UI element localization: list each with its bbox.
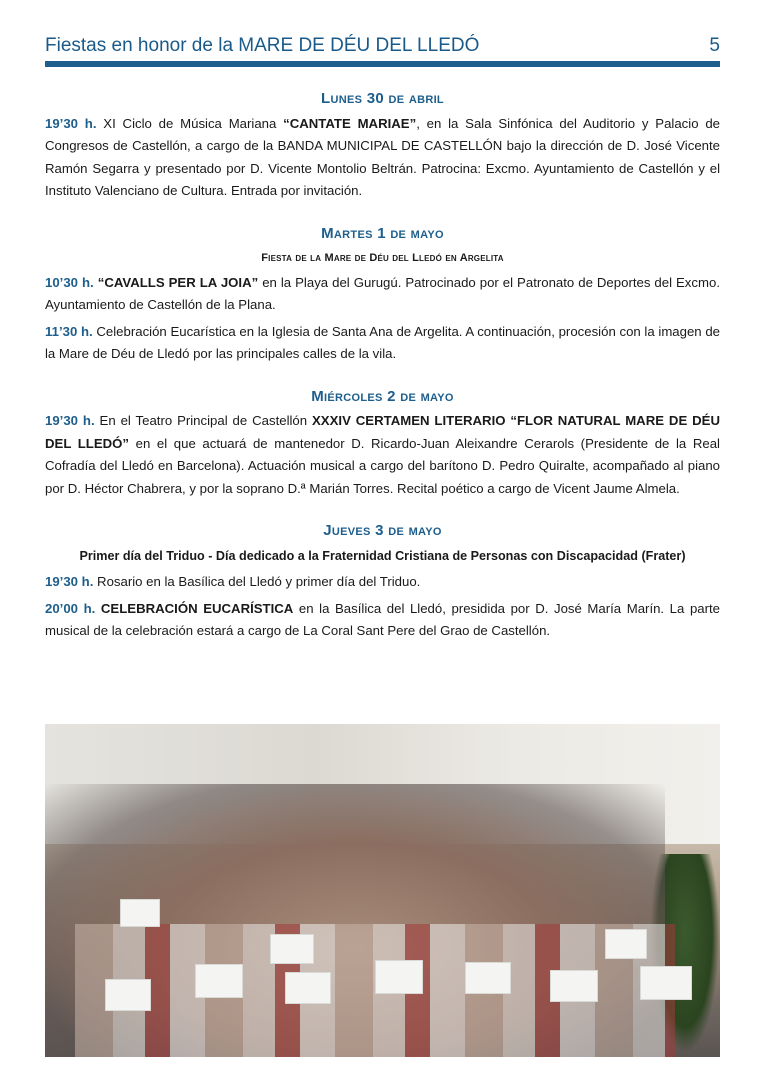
event-text: en la Basílica del Lledó, presidida por D. José María Marín. La parte musical de la celebración estará a cargo de La Coral Sant Pere del Grao de Castellón. [45,600,720,638]
event-entry [45,571,720,594]
header-rule [45,61,720,67]
day-month: de mayo [388,522,442,539]
day-name: Miércoles [311,387,383,405]
day-month: de abril [388,90,444,107]
event-text: en el que actuará de mantenedor D. Ricardo-Juan Aleixandre Cerarols (Presidente de la Real Cofradía del Lledó en Barcelona). Actuación musical a cargo del barítono D. Pedro Quiralte, acompañado al piano por D. Héctor Chabrera, y por la soprano D.ª Marián Torres. Recital poético a cargo de Vicent Jaume Almela. [45,435,720,496]
day-heading-jueves [45,520,720,543]
photo-certificate [285,972,331,1004]
photo-certificate [270,934,314,964]
page-number: 5 [709,35,720,56]
running-title: Fiestas en honor de la MARE DE DÉU DEL LLEDÓ [45,35,480,56]
day-heading-lunes [45,88,720,111]
day-number: 30 [366,90,385,107]
photo-certificate [640,966,692,1000]
day-number: 3 [375,522,384,539]
program-content [45,88,720,647]
day-subtitle: Fiesta de la Mare de Déu del Lledó en Argelita [261,252,504,264]
photo-certificate [120,899,160,927]
photo-certificate [375,960,423,994]
page-header [45,28,720,64]
event-entry [45,113,720,203]
event-title: “CANTATE MARIAE” [283,115,417,131]
day-month: de mayo [400,387,454,405]
photo-certificate [195,964,243,998]
day-name: Lunes [321,90,363,107]
event-title: XXXIV CERTAMEN LITERARIO “FLOR NATURAL MARE DE DÉU DEL LLEDÓ” [45,413,721,451]
event-text: En el Teatro Principal de Castellón [94,413,313,428]
event-time: 19’30 h. [45,115,97,131]
event-time: 11’30 h. [45,323,93,339]
event-text: en la Playa del Gurugú. Patrocinado por el Patronato de Deportes del Excmo. Ayuntamiento de Castellón de la Plana. [45,274,720,312]
event-title: “CAVALLS PER LA JOIA” [97,274,259,290]
event-time: 19’30 h. [45,574,94,589]
day-number: 1 [377,224,386,242]
day-number: 2 [387,387,396,405]
event-title: CELEBRACIÓN EUCARÍSTICA [100,600,294,616]
day-heading-miercoles [45,386,720,409]
event-text: Rosario en la Basílica del Lledó y primer día del Triduo. [93,574,421,589]
day-name: Jueves [323,522,371,539]
group-photo [45,724,720,1057]
event-time: 20’00 h. [45,600,96,616]
photo-certificate [465,962,511,994]
event-entry [45,321,720,366]
event-text: Celebración Eucarística en la Iglesia de Santa Ana de Argelita. A continuación, procesión con la imagen de la Mare de Déu de Lledó por las principales calles de la vila. [45,323,720,361]
event-time: 19’30 h. [45,413,95,428]
event-time: 10’30 h. [45,274,94,290]
day-subtitle: Primer día del Triduo - Día dedicado a la Fraternidad Cristiana de Personas con Discapacidad (Frater) [79,548,686,563]
event-entry [45,410,720,500]
photo-certificate [550,970,598,1002]
event-text: XI Ciclo de Música Mariana [96,115,284,131]
day-heading-martes [45,223,720,246]
event-entry [45,272,720,317]
event-text: , en la Sala Sinfónica del Auditorio y Palacio de Congresos de Castellón, a cargo de la BANDA MUNICIPAL DE CASTELLÓN bajo la dirección de D. José Vicente Ramón Segarra y presentado por D. Vicente Montolio Beltrán. Patrocina: Excmo. Ayuntamiento de Castellón y el Instituto Valenciano de Cultura. Entrada por invitación. [45,115,720,198]
photo-certificate [605,929,647,959]
event-entry [45,598,720,643]
photo-certificate [105,979,151,1011]
day-name: Martes [321,224,373,242]
day-month: de mayo [390,224,444,242]
